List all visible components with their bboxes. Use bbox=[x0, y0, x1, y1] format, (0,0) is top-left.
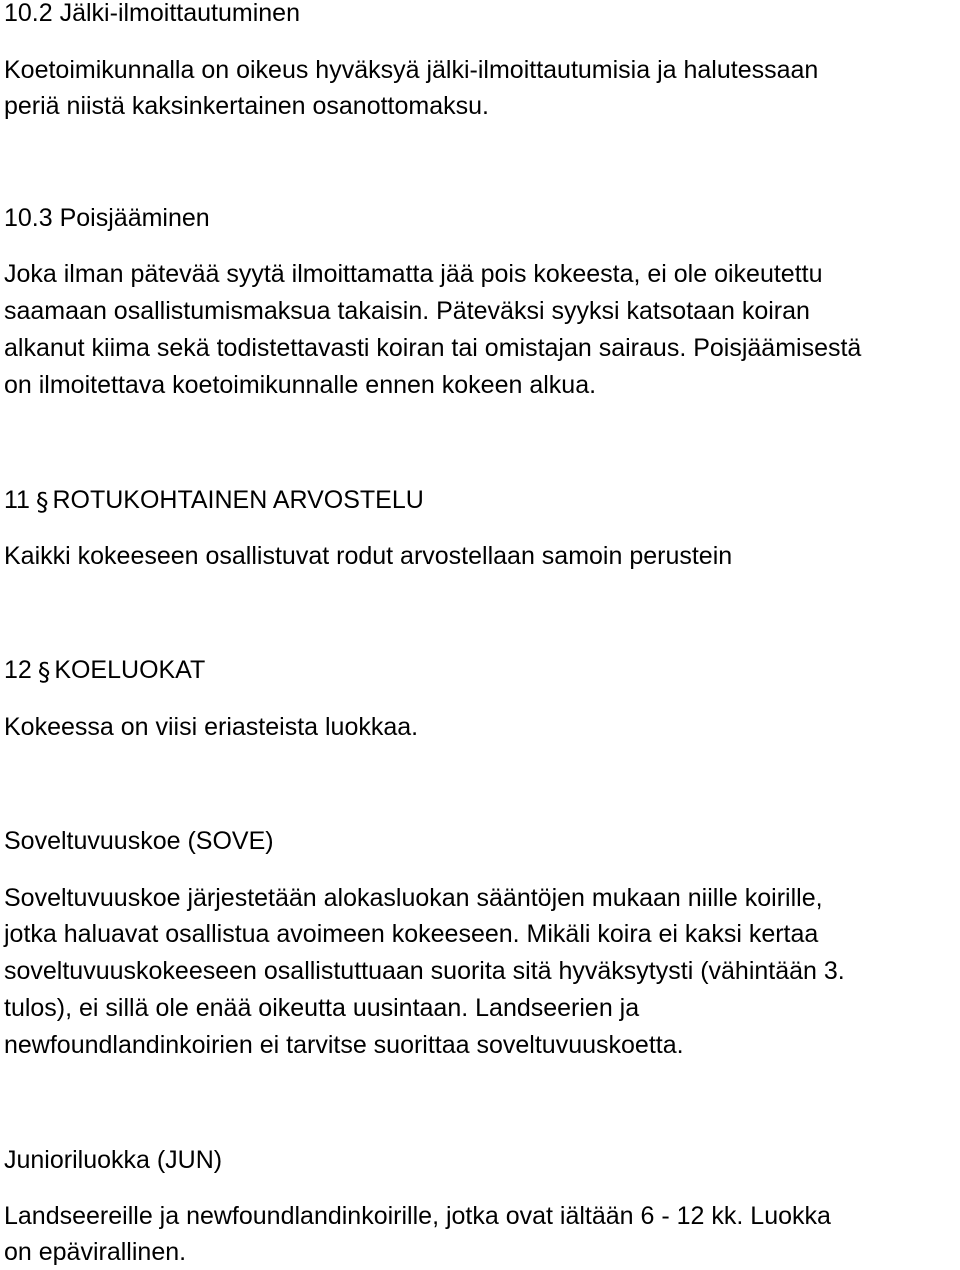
section-number: 11 bbox=[4, 486, 30, 514]
paragraph-line: Kaikki kokeeseen osallistuvat rodut arvostellaan samoin perustein bbox=[4, 542, 733, 570]
section-12-heading bbox=[4, 655, 205, 685]
paragraph-line: saamaan osallistumismaksua takaisin. Päteväksi syyksi katsotaan koiran bbox=[4, 297, 810, 325]
paragraph-line: Kokeessa on viisi eriasteista luokkaa. bbox=[4, 713, 419, 741]
section-title: KOELUOKAT bbox=[54, 656, 206, 684]
paragraph-line: Koetoimikunnalla on oikeus hyväksyä jälki-ilmoittautumisia ja halutessaan bbox=[4, 56, 819, 84]
paragraph-line: Landseereille ja newfoundlandinkoirille, jotka ovat iältään 6 - 12 kk. Luokka bbox=[4, 1202, 831, 1230]
sove-heading: Soveltuvuuskoe (SOVE) bbox=[4, 827, 274, 855]
section-11-heading bbox=[4, 485, 424, 515]
section-10-3-heading: 10.3 Poisjääminen bbox=[4, 204, 210, 232]
paragraph-line: Joka ilman pätevää syytä ilmoittamatta jää pois kokeesta, ei ole oikeutettu bbox=[4, 260, 823, 288]
paragraph-line: Soveltuvuuskoe järjestetään alokasluokan sääntöjen mukaan niille koirille, bbox=[4, 884, 823, 912]
section-10-2-heading: 10.2 Jälki-ilmoittautuminen bbox=[4, 0, 300, 27]
paragraph-line: newfoundlandinkoirien ei tarvitse suorittaa soveltuvuuskoetta. bbox=[4, 1031, 684, 1059]
section-sign-icon: § bbox=[37, 657, 51, 686]
section-number: 12 bbox=[4, 656, 32, 684]
paragraph-line: soveltuvuuskokeeseen osallistuttuaan suorita sitä hyväksytysti (vähintään 3. bbox=[4, 957, 845, 985]
paragraph-line: jotka haluavat osallistua avoimeen kokeeseen. Mikäli koira ei kaksi kertaa bbox=[4, 920, 819, 948]
paragraph-line: periä niistä kaksinkertainen osanottomaksu. bbox=[4, 92, 489, 120]
paragraph-line: on epävirallinen. bbox=[4, 1238, 187, 1266]
paragraph-line: on ilmoitettava koetoimikunnalle ennen kokeen alkua. bbox=[4, 371, 597, 399]
section-title: ROTUKOHTAINEN ARVOSTELU bbox=[52, 486, 424, 514]
paragraph-line: tulos), ei sillä ole enää oikeutta uusintaan. Landseerien ja bbox=[4, 994, 640, 1022]
jun-heading: Junioriluokka (JUN) bbox=[4, 1146, 223, 1174]
section-sign-icon: § bbox=[35, 487, 49, 516]
paragraph-line: alkanut kiima sekä todistettavasti koiran tai omistajan sairaus. Poisjäämisestä bbox=[4, 334, 862, 362]
